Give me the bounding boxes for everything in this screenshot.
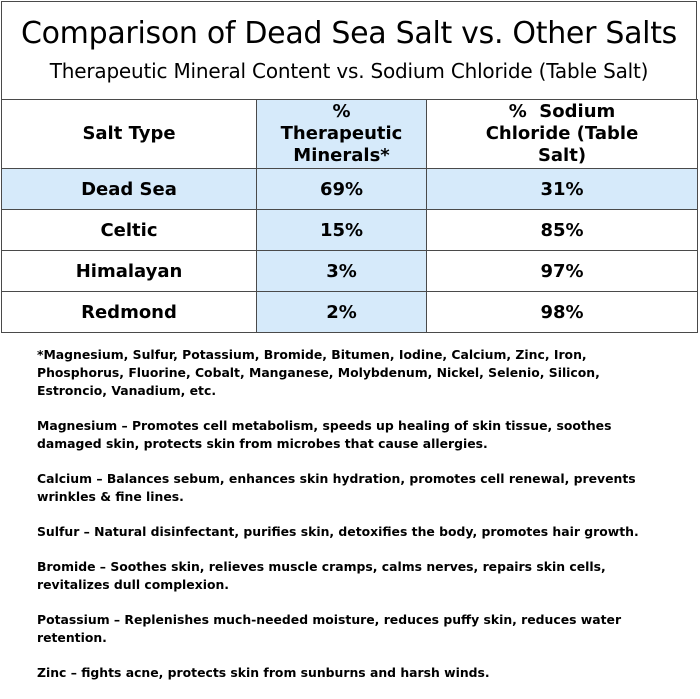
note-potassium: Potassium – Replenishes much-needed moisture, reduces puffy skin, reduces water retention. [37,612,622,645]
note-sulfur: Sulfur – Natural disinfectant, purifies skin, detoxifies the body, promotes hair growth. [37,524,639,539]
minerals-cell: 3% [257,251,427,292]
table-row [2,251,698,292]
table-row [2,169,698,210]
table-row [2,210,698,251]
page-subtitle: Therapeutic Mineral Content vs. Sodium Chloride (Table Salt) [49,59,649,83]
note-calcium: Calcium – Balances sebum, enhances skin hydration, promotes cell renewal, prevents wrinkles & fine lines. [37,471,636,504]
sodium-cell: 31% [427,169,698,210]
minerals-cell: 15% [257,210,427,251]
salt-type-cell: Celtic [2,210,257,251]
column-header-therapeutic-minerals: % Therapeutic Minerals* [257,100,427,169]
note-zinc: Zinc – fights acne, protects skin from sunburns and harsh winds. [37,665,490,680]
note-bromide: Bromide – Soothes skin, relieves muscle cramps, calms nerves, repairs skin cells, revitalizes dull complexion. [37,559,606,592]
comparison-table [1,99,698,333]
salt-type-cell: Himalayan [2,251,257,292]
page-title: Comparison of Dead Sea Salt vs. Other Salts [20,16,678,51]
table-header-row [2,100,698,169]
column-header-sodium-chloride: % Sodium Chloride (Table Salt) [427,100,698,169]
sodium-cell: 98% [427,292,698,333]
header-box [1,1,697,100]
minerals-footnote: *Magnesium, Sulfur, Potassium, Bromide, Bitumen, Iodine, Calcium, Zinc, Iron, Phosphorus, Fluorine, Cobalt, Manganese, Molybdenum, Nickel, Selenio, Silicon, Estroncio, Vanadium, etc. [37,347,600,398]
mineral-notes [37,346,667,699]
salt-type-cell: Redmond [2,292,257,333]
minerals-cell: 69% [257,169,427,210]
sodium-cell: 85% [427,210,698,251]
table-row [2,292,698,333]
minerals-cell: 2% [257,292,427,333]
sodium-cell: 97% [427,251,698,292]
column-header-salt-type: Salt Type [2,100,257,169]
note-magnesium: Magnesium – Promotes cell metabolism, speeds up healing of skin tissue, soothes damaged skin, protects skin from microbes that cause allergies. [37,418,612,451]
salt-type-cell: Dead Sea [2,169,257,210]
